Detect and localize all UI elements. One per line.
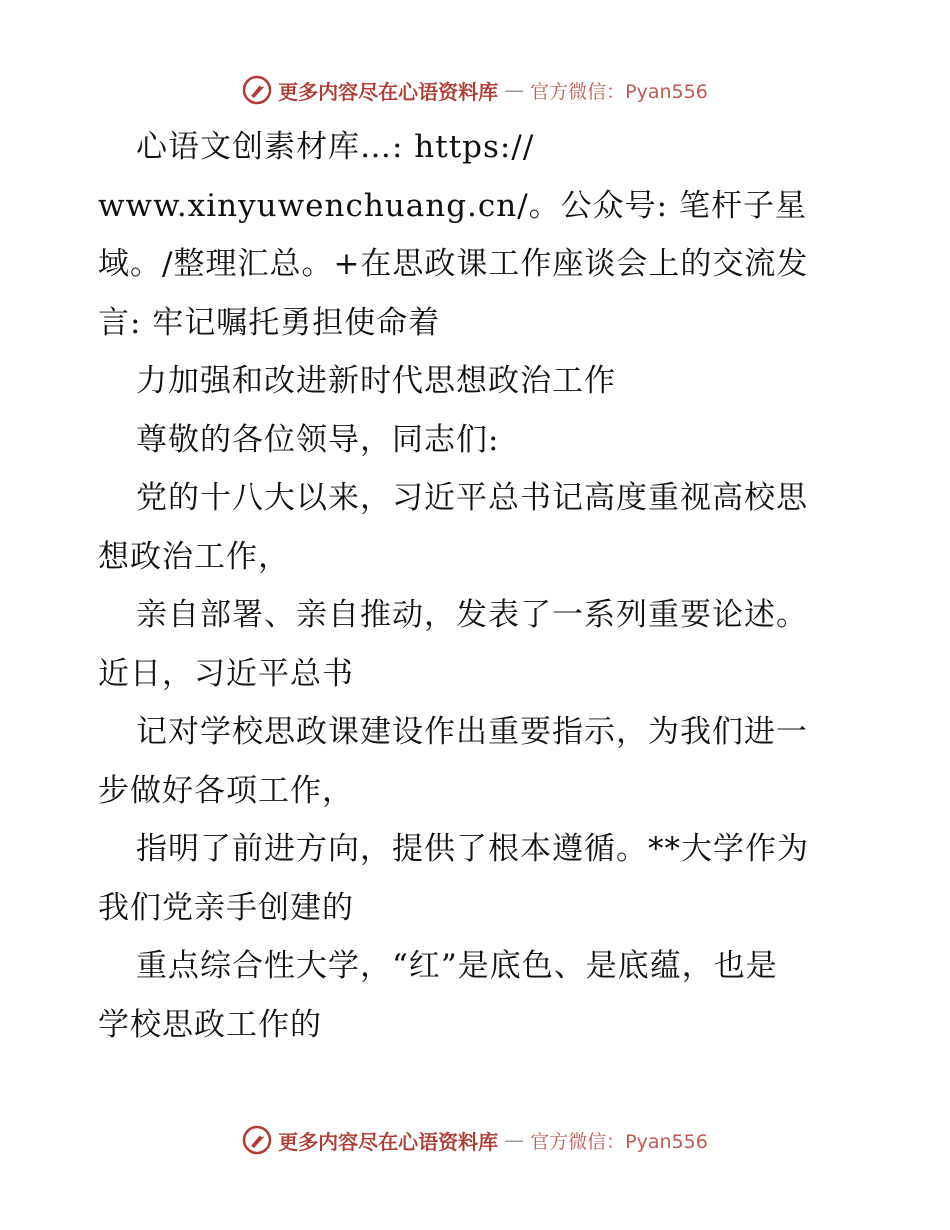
text-line: 域。/整理汇总。+在思政课工作座谈会上的交流发 — [98, 246, 809, 282]
paragraph-body-cont — [98, 762, 858, 821]
text-line: 近日，习近平总书 — [98, 655, 354, 692]
footer-banner — [0, 1120, 950, 1160]
paragraph-source — [98, 118, 858, 177]
text-line: 亲自部署、亲自推动，发表了一系列重要论述。 — [136, 597, 808, 633]
document-body — [98, 118, 858, 1054]
text-line: 学校思政工作的 — [98, 1006, 322, 1043]
text-line: 党的十八大以来，习近平总书记高度重视高校思 — [136, 480, 808, 516]
header-banner — [0, 70, 950, 110]
paragraph-body-cont — [98, 645, 858, 704]
text-line: 尊敬的各位领导，同志们: — [136, 421, 500, 458]
text-line: 言: 牢记嘱托勇担使命着 — [98, 304, 441, 341]
paragraph-body — [98, 703, 858, 762]
paragraph-body — [98, 586, 858, 645]
text-line: www.xinyuwenchuang.cn/。公众号: 笔杆子星 — [98, 187, 807, 224]
text-line: 力加强和改进新时代思想政治工作 — [136, 363, 616, 399]
text-line: 我们党亲手创建的 — [98, 889, 354, 926]
banner-title: 更多内容尽在心语资料库 — [278, 79, 499, 104]
paragraph-body-cont — [98, 996, 858, 1055]
paragraph-body-cont — [98, 528, 858, 587]
text-line: 步做好各项工作， — [98, 772, 354, 809]
banner-wechat: 官方微信：Pyan556 — [530, 80, 708, 103]
text-line: 重点综合性大学，“红”是底色、是底蕴，也是 — [136, 948, 778, 984]
text-line: 心语文创素材库…: https:// — [136, 129, 535, 165]
banner-separator: — — [504, 78, 525, 102]
paragraph-body-cont — [98, 879, 858, 938]
text-line: 指明了前进方向，提供了根本遵循。**大学作为 — [136, 831, 809, 867]
pen-nib-icon — [242, 1125, 272, 1155]
paragraph-greeting — [98, 411, 858, 470]
banner-wechat: 官方微信：Pyan556 — [530, 1130, 708, 1153]
paragraph-body — [98, 469, 858, 528]
pen-nib-icon — [242, 75, 272, 105]
text-line: 想政治工作， — [98, 538, 290, 575]
paragraph-body — [98, 937, 858, 996]
banner-separator: — — [504, 1128, 525, 1152]
paragraph-source-cont — [98, 177, 858, 353]
paragraph-title — [98, 352, 858, 411]
banner-title: 更多内容尽在心语资料库 — [278, 1129, 499, 1154]
text-line: 记对学校思政课建设作出重要指示，为我们进一 — [136, 714, 808, 750]
paragraph-body — [98, 820, 858, 879]
